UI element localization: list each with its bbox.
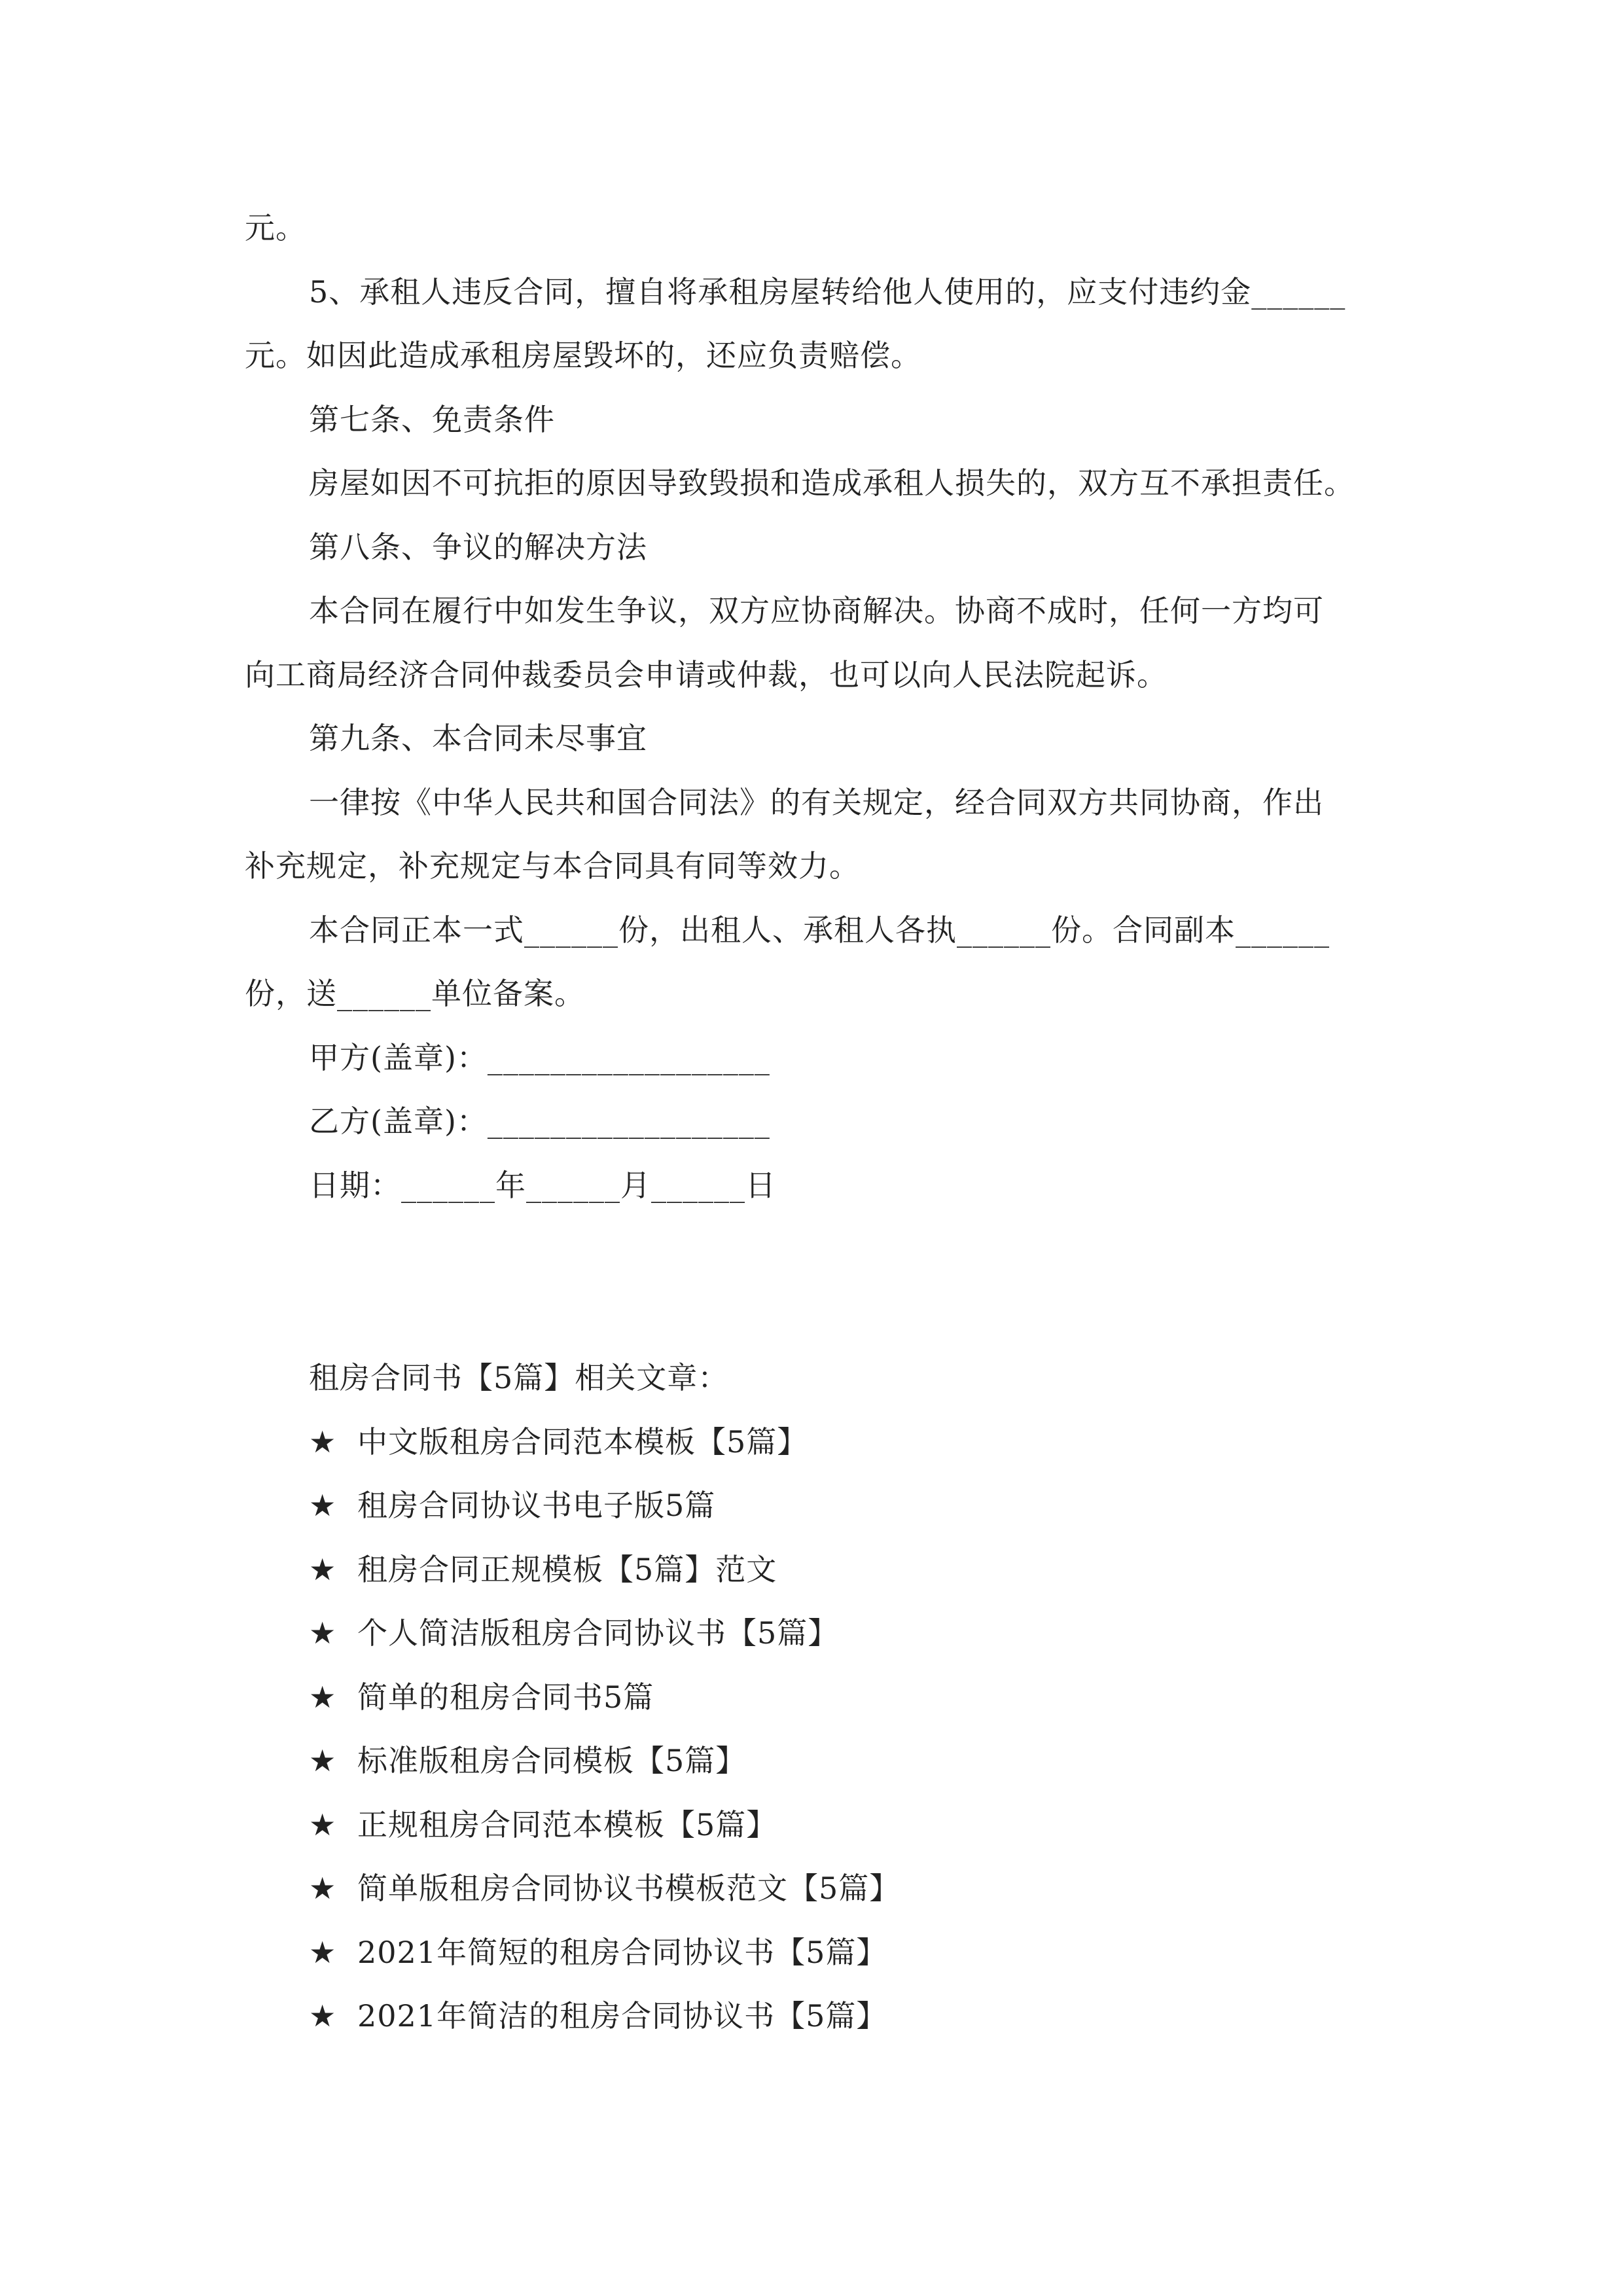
star-icon: ★ [309,1871,337,1906]
article-heading: 第七条、免责条件 [309,401,555,437]
star-icon: ★ [309,1934,337,1970]
contract-line: 房屋如因不可抗拒的原因导致毁损和造成承租人损失的，双方互不承担责任。 [309,465,1355,501]
contract-line: 补充规定，补充规定与本合同具有同等效力。 [245,848,860,884]
article-heading: 第九条、本合同未尽事宜 [309,721,647,756]
contract-line: 5、承租人违反合同，擅自将承租房屋转给他人使用的，应支付违约金______ [309,274,1346,310]
contract-line: 元。如因此造成承租房屋毁坏的，还应负责赔偿。 [245,338,921,373]
party-b-signature: 乙方(盖章)：__________________ [309,1103,770,1139]
star-icon: ★ [309,1806,337,1842]
related-link-label: 租房合同协议书电子版5篇 [357,1488,716,1523]
related-link-item[interactable] [245,1793,1423,1857]
party-a-signature: 甲方(盖章)：__________________ [309,1039,770,1075]
star-icon: ★ [309,1615,337,1651]
related-link-label: 中文版租房合同范本模板【5篇】 [357,1424,808,1460]
related-link-item[interactable] [245,1602,1423,1666]
star-icon: ★ [309,1488,337,1523]
star-icon: ★ [309,1679,337,1715]
related-link-item[interactable] [245,1729,1423,1793]
contract-line: 元。 [245,210,306,245]
related-link-item[interactable] [245,1857,1423,1921]
star-icon: ★ [309,1998,337,2034]
related-link-label: 简单版租房合同协议书模板范文【5篇】 [357,1871,901,1906]
star-icon: ★ [309,1743,337,1778]
contract-line: 本合同在履行中如发生争议，双方应协商解决。协商不成时，任何一方均可 [309,593,1324,628]
star-icon: ★ [309,1551,337,1587]
related-link-label: 标准版租房合同模板【5篇】 [357,1743,747,1778]
related-link-label: 正规租房合同范本模板【5篇】 [357,1806,777,1842]
related-link-item[interactable] [245,1538,1423,1602]
date-line: 日期：______年______月______日 [309,1167,776,1203]
contract-line: 本合同正本一式______份，出租人、承租人各执______份。合同副本______ [309,912,1330,948]
related-link-label: 简单的租房合同书5篇 [357,1679,654,1715]
contract-line: 一律按《中华人民共和国合同法》的有关规定，经合同双方共同协商，作出 [309,784,1324,820]
related-link-item[interactable] [245,1410,1423,1475]
related-heading: 租房合同书【5篇】相关文章： [309,1360,729,1395]
related-link-item[interactable] [245,1474,1423,1538]
contract-line: 份，送______单位备案。 [245,976,585,1011]
star-icon: ★ [309,1424,337,1460]
related-link-item[interactable] [245,1921,1423,1985]
article-heading: 第八条、争议的解决方法 [309,529,647,565]
related-link-label: 2021年简洁的租房合同协议书【5篇】 [357,1998,887,2034]
related-link-label: 个人简洁版租房合同协议书【5篇】 [357,1615,839,1651]
contract-line: 向工商局经济合同仲裁委员会申请或仲裁，也可以向人民法院起诉。 [245,656,1168,692]
contract-body [245,196,1423,1217]
related-link-item[interactable] [245,1984,1423,2049]
related-link-item[interactable] [245,1666,1423,1730]
related-articles [245,1346,1423,2049]
related-link-label: 2021年简短的租房合同协议书【5篇】 [357,1934,887,1970]
related-link-label: 租房合同正规模板【5篇】范文 [357,1551,777,1587]
